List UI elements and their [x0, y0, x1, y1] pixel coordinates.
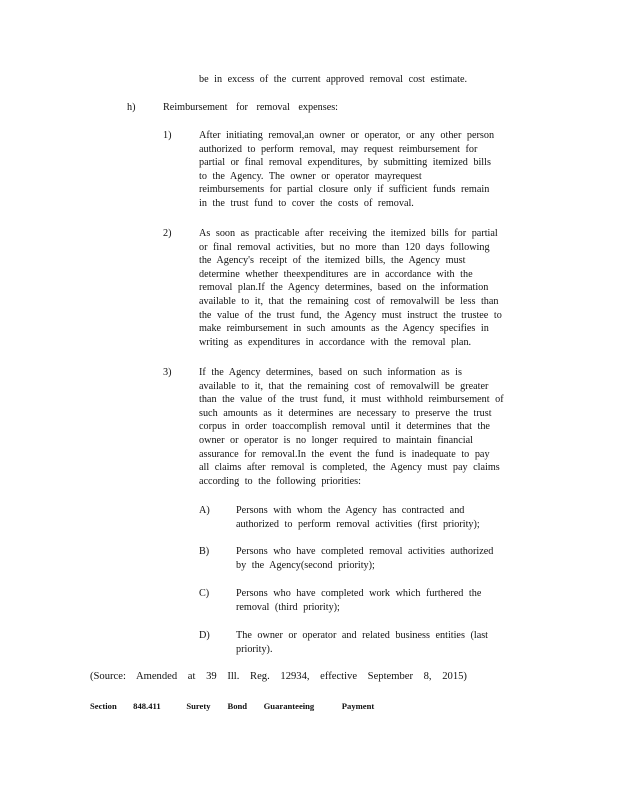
- paragraph-line: If the Agency determines, based on such information as is: [199, 367, 462, 378]
- paragraph-line: determine whether theexpenditures are in accordance with the: [199, 268, 473, 280]
- item-3-marker: 3): [163, 367, 172, 378]
- item-h-marker: h): [127, 102, 136, 113]
- item-1-marker: 1): [163, 130, 172, 141]
- paragraph-line: After initiating removal,an owner or operator, or any other person: [199, 130, 495, 141]
- paragraph-line: priority).: [236, 643, 273, 655]
- item-2-marker: 2): [163, 228, 172, 239]
- section-heading: [90, 700, 374, 714]
- item-h-heading: Reimbursement for removal expenses:: [163, 102, 339, 113]
- paragraph-line: all claims after removal is completed, the Agency must pay claims: [199, 462, 500, 474]
- item-3-paragraph: [199, 366, 504, 488]
- sub-item-c-marker: C): [199, 588, 210, 599]
- paragraph-line: assurance for removal.In the event the fund is inadequate to pay: [199, 448, 490, 460]
- item-2-paragraph: [199, 227, 502, 349]
- sub-item-a-marker: A): [199, 505, 210, 516]
- paragraph-line: than the value of the trust fund, it must withhold reimbursement of: [199, 394, 504, 406]
- paragraph-line: available to it, that the remaining cost of removalwill be greater: [199, 380, 489, 392]
- paragraph-line: As soon as practicable after receiving the itemized bills for partial: [199, 228, 498, 239]
- sub-item-b-marker: B): [199, 546, 210, 557]
- paragraph-line: make reimbursement in such amounts as the Agency specifies in: [199, 323, 489, 335]
- paragraph-line: removal plan.If the Agency determines, based on the information: [199, 282, 489, 294]
- section-title-word: Bond: [227, 701, 248, 711]
- paragraph-line: authorized to perform removal activities (first priority);: [236, 518, 480, 530]
- paragraph-line: or final removal activities, but no more than 120 days following: [199, 241, 490, 253]
- paragraph-line: corpus in order toaccomplish removal until it determines that the: [199, 421, 490, 433]
- paragraph-line: partial or final removal expenditures, by submitting itemized bills: [199, 157, 491, 169]
- paragraph-line: the value of the trust fund, the Agency must instruct the trustee to: [199, 309, 502, 321]
- section-title-word: Surety: [186, 701, 211, 711]
- item-1-paragraph: [199, 129, 494, 211]
- paragraph-line: owner or operator is no longer required to maintain financial: [199, 434, 473, 446]
- paragraph-line: to the Agency. The owner or operator mayrequest: [199, 170, 422, 182]
- section-number: 848.411: [133, 701, 161, 711]
- paragraph-line: reimbursements for partial closure only if sufficient funds remain: [199, 184, 490, 196]
- paragraph-line: Persons who have completed removal activities authorized: [236, 546, 494, 557]
- section-title-word: Payment: [341, 701, 375, 711]
- paragraph-line: Persons with whom the Agency has contracted and: [236, 505, 465, 516]
- sub-item-a-paragraph: [236, 504, 480, 531]
- paragraph-line: by the Agency(second priority);: [236, 559, 375, 571]
- paragraph-line: such amounts as it determines are necessary to preserve the trust: [199, 407, 492, 419]
- sub-item-d-paragraph: [236, 629, 488, 656]
- paragraph-line: The owner or operator and related business entities (last: [236, 630, 489, 641]
- sub-item-d-marker: D): [199, 630, 210, 641]
- paragraph-line: the Agency's receipt of the itemized bills, the Agency must: [199, 255, 466, 267]
- paragraph-line: removal (third priority);: [236, 601, 340, 613]
- continuation-line: be in excess of the current approved removal cost estimate.: [199, 74, 468, 85]
- section-label: Section: [90, 701, 117, 711]
- paragraph-line: in the trust fund to cover the costs of removal.: [199, 197, 414, 209]
- section-title-word: Guaranteeing: [263, 701, 315, 711]
- sub-item-b-paragraph: [236, 545, 493, 572]
- paragraph-line: authorized to perform removal, may request reimbursement for: [199, 143, 478, 155]
- paragraph-line: Persons who have completed work which furthered the: [236, 588, 482, 599]
- paragraph-line: writing as expenditures in accordance with the removal plan.: [199, 336, 472, 348]
- paragraph-line: available to it, that the remaining cost of removalwill be less than: [199, 295, 499, 307]
- source-note: (Source: Amended at 39 Ill. Reg. 12934, effective September 8, 2015): [90, 671, 467, 682]
- sub-item-c-paragraph: [236, 587, 481, 614]
- paragraph-line: according to the following priorities:: [199, 475, 361, 487]
